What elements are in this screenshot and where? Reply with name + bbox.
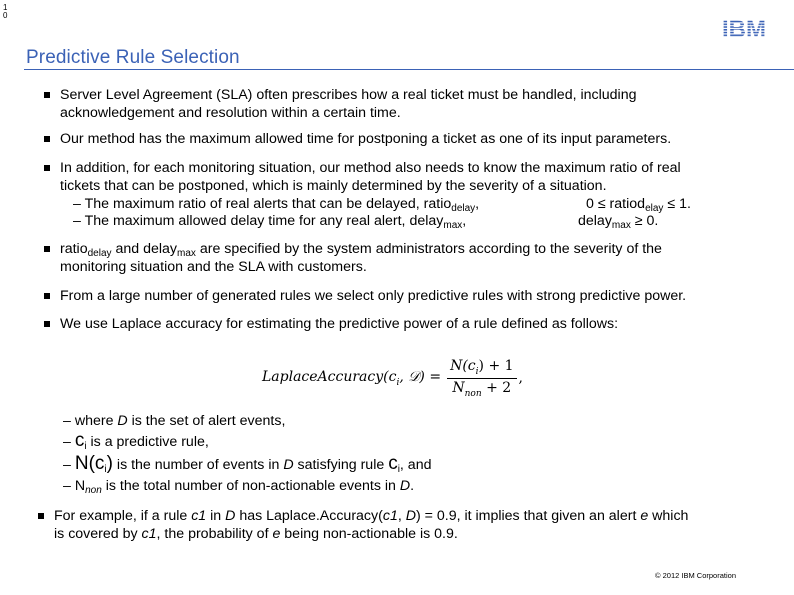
def-text: – where (63, 413, 118, 429)
formula-denominator (452, 379, 511, 399)
slide-number-digit: 0 (3, 11, 8, 20)
inline-text: has Laplace.Accuracy( (235, 508, 383, 524)
formula-text: N (452, 379, 465, 396)
bullet-text: In addition, for each monitoring situation, our method also needs to know the maximum ratio of real (60, 160, 681, 176)
formula-numerator (447, 358, 516, 379)
bullet-text-continued (54, 525, 458, 543)
subscript: max (443, 220, 463, 231)
ibm-logo (718, 18, 770, 40)
def-text: satisfying rule (293, 457, 389, 473)
def-var: D (399, 478, 411, 494)
definition-nci (63, 453, 432, 475)
bullet-text-continued: tickets that can be postponed, which is mainly determined by the severity of a situation. (60, 178, 607, 194)
inline-var: e (640, 508, 649, 524)
formula-text: + 2 (481, 379, 512, 396)
inline-text: For example, if a rule (54, 508, 192, 524)
inline-text: ratio (60, 241, 88, 257)
inline-text: are specified by the system administrators according to the severity of the (195, 241, 662, 257)
formula-fraction (447, 358, 516, 399)
inline-var: c1 (382, 508, 398, 524)
bullet-text: We use Laplace accuracy for estimating the predictive power of a rule defined as follows: (60, 316, 619, 332)
def-var: ) (106, 453, 113, 474)
subscript: i (397, 464, 400, 475)
def-var: N(c (74, 453, 105, 474)
bullet-square-icon (44, 136, 50, 142)
subscript: elay (645, 203, 664, 214)
subscript: i (104, 464, 107, 475)
inline-text: , the probability of (156, 526, 273, 542)
def-text: . (410, 478, 415, 494)
ibm-logo-text: IBM (722, 18, 766, 40)
bullet-square-icon (44, 321, 50, 327)
inline-var: c1 (191, 508, 207, 524)
slide-number-digit: 1 (3, 3, 8, 12)
condition-text: delay (578, 213, 612, 229)
def-text: is the total number of non-actionable events in (101, 478, 400, 494)
bullet-text (54, 507, 688, 525)
condition-text: ≥ 0. (630, 213, 659, 229)
inline-var: e (272, 526, 281, 542)
definition-nnon (63, 478, 414, 494)
bullet-text: Our method has the maximum allowed time for postponing a ticket as one of its input parameters. (60, 131, 672, 147)
formula-lhs (262, 369, 441, 388)
inline-text: is covered by (54, 526, 142, 542)
copyright-notice: © 2012 IBM Corporation (655, 571, 736, 580)
subscript: non (464, 388, 482, 399)
bullet-square-icon (44, 165, 50, 171)
formula-text: LaplaceAccuracy(c (262, 368, 397, 385)
def-text: is a predictive rule, (86, 434, 209, 450)
bullet-square-icon (44, 92, 50, 98)
page-title: Predictive Rule Selection (26, 47, 240, 68)
sub-item-delay (73, 213, 466, 229)
sub-item-ratio (73, 196, 479, 212)
inline-text: and delay (111, 241, 177, 257)
inline-text: being non-actionable is 0.9. (280, 526, 458, 542)
inline-text: which (648, 508, 689, 524)
formula-text: N(c (450, 358, 476, 374)
formula-text: , 𝒟) = (399, 368, 442, 385)
condition-text: 0 ≤ ratiod (586, 196, 646, 212)
subscript: max (611, 220, 631, 231)
subscript: non (85, 485, 102, 496)
bullet-square-icon (38, 513, 44, 519)
title-divider (24, 69, 794, 70)
def-var: D (117, 413, 128, 429)
definition-ci (63, 430, 209, 452)
bullet-square-icon (44, 293, 50, 299)
inline-var: D (225, 508, 236, 524)
inline-text: , (397, 508, 406, 524)
def-var: c (388, 453, 398, 474)
sub-item-text: – The maximum allowed delay time for any real alert, delay (73, 213, 444, 229)
slide-number (3, 4, 11, 20)
inline-var: c1 (141, 526, 157, 542)
subscript: delay (87, 248, 112, 259)
inline-text: in (206, 508, 226, 524)
subscript: i (84, 441, 87, 452)
def-text: – (63, 457, 75, 473)
bullet-text (60, 240, 662, 258)
formula-text: , (518, 370, 523, 387)
subscript: i (475, 366, 479, 377)
laplace-formula (262, 358, 523, 399)
def-var: c (74, 430, 85, 451)
def-text: is the set of alert events, (127, 413, 286, 429)
bullet-text-continued: acknowledgement and resolution within a certain time. (60, 105, 401, 121)
bullet-square-icon (44, 246, 50, 252)
sub-item-ratio-condition (586, 196, 691, 212)
subscript: delay (451, 203, 476, 214)
def-text: is the number of events in (112, 457, 284, 473)
subscript: i (396, 377, 400, 388)
punct: , (462, 213, 467, 229)
def-text: – (63, 434, 75, 450)
punct: , (475, 196, 480, 212)
def-text: – N (63, 478, 86, 494)
sub-item-text: – The maximum ratio of real alerts that can be delayed, ratio (73, 196, 452, 212)
inline-text: ) = 0.9, it implies that given an alert (415, 508, 641, 524)
def-text: , and (399, 457, 432, 473)
subscript: max (177, 248, 196, 259)
definition-d (63, 413, 285, 429)
sub-item-delay-condition (578, 213, 658, 229)
formula-text: ) + 1 (478, 358, 514, 374)
inline-var: D (405, 508, 416, 524)
bullet-text: Server Level Agreement (SLA) often prescribes how a real ticket must be handled, including (60, 87, 637, 103)
bullet-text-continued: monitoring situation and the SLA with customers. (60, 259, 367, 275)
def-var: D (283, 457, 294, 473)
bullet-text: From a large number of generated rules we select only predictive rules with strong predictive power. (60, 288, 687, 304)
condition-text: ≤ 1. (663, 196, 691, 212)
